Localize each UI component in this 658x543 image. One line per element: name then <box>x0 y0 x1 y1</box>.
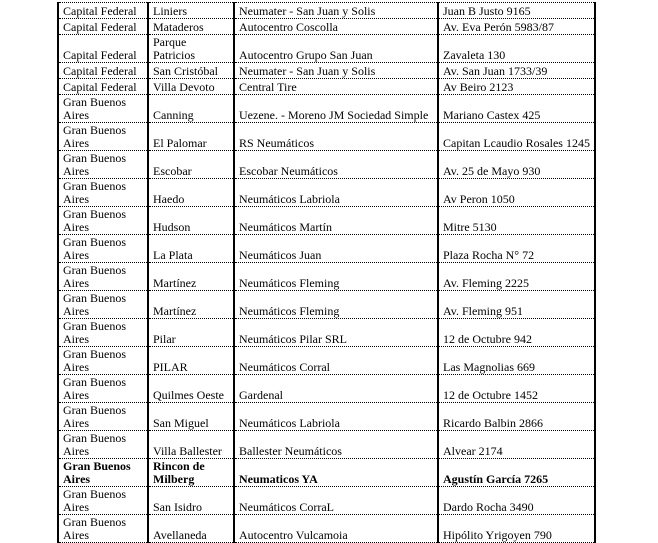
table-row <box>58 63 595 79</box>
cell-locality: Martínez <box>148 291 234 319</box>
cell-business-name: Escobar Neumáticos <box>234 151 438 179</box>
cell-business-name: Autocentro Vulcamoia <box>234 515 438 543</box>
table-row <box>58 19 595 35</box>
table-row <box>58 79 595 95</box>
cell-address: Mitre 5130 <box>438 207 595 235</box>
cell-locality: Parque Patricios <box>148 35 234 63</box>
cell-address: Zavaleta 130 <box>438 35 595 63</box>
table-row <box>58 459 595 487</box>
cell-address: Juan B Justo 9165 <box>438 3 595 19</box>
cell-address: Av Beiro 2123 <box>438 79 595 95</box>
cell-address: Las Magnolias 669 <box>438 347 595 375</box>
table-row <box>58 487 595 515</box>
cell-address: Av Peron 1050 <box>438 179 595 207</box>
cell-locality: Avellaneda <box>148 515 234 543</box>
cell-locality: Canning <box>148 95 234 123</box>
cell-locality: Rincon de Milberg <box>148 459 234 487</box>
cell-business-name: Ballester Neumáticos <box>234 431 438 459</box>
cell-region: Gran Buenos Aires <box>58 319 148 347</box>
cell-address: Capitan Lcaudio Rosales 1245 <box>438 123 595 151</box>
cell-locality: Escobar <box>148 151 234 179</box>
cell-region: Gran Buenos Aires <box>58 403 148 431</box>
cell-locality: Villa Ballester <box>148 431 234 459</box>
cell-region: Gran Buenos Aires <box>58 487 148 515</box>
table-row <box>58 291 595 319</box>
cell-business-name: Neumáticos Labriola <box>234 179 438 207</box>
cell-region: Gran Buenos Aires <box>58 375 148 403</box>
cell-region: Gran Buenos Aires <box>58 207 148 235</box>
table-row <box>58 375 595 403</box>
cell-region: Capital Federal <box>58 3 148 19</box>
cell-locality: Mataderos <box>148 19 234 35</box>
cell-region: Capital Federal <box>58 35 148 63</box>
cell-address: Av. 25 de Mayo 930 <box>438 151 595 179</box>
table-row <box>58 235 595 263</box>
cell-region: Capital Federal <box>58 19 148 35</box>
table-row <box>58 95 595 123</box>
cell-region: Gran Buenos Aires <box>58 291 148 319</box>
table-row <box>58 431 595 459</box>
cell-business-name: Neumaticos YA <box>234 459 438 487</box>
cell-locality: Haedo <box>148 179 234 207</box>
cell-business-name: Gardenal <box>234 375 438 403</box>
cell-locality: San Miguel <box>148 403 234 431</box>
cell-business-name: Neumáticos Pilar SRL <box>234 319 438 347</box>
cell-locality: Martínez <box>148 263 234 291</box>
cell-region: Gran Buenos Aires <box>58 263 148 291</box>
table-row <box>58 35 595 63</box>
cell-region: Gran Buenos Aires <box>58 151 148 179</box>
cell-locality: Villa Devoto <box>148 79 234 95</box>
cell-region: Gran Buenos Aires <box>58 95 148 123</box>
cell-region: Gran Buenos Aires <box>58 515 148 543</box>
cell-business-name: Uezene. - Moreno JM Sociedad Simple <box>234 95 438 123</box>
table-row <box>58 207 595 235</box>
cell-business-name: Neumáticos Fleming <box>234 291 438 319</box>
cell-locality: Hudson <box>148 207 234 235</box>
cell-address: 12 de Octubre 942 <box>438 319 595 347</box>
cell-locality: Pilar <box>148 319 234 347</box>
cell-region: Capital Federal <box>58 63 148 79</box>
table-row <box>58 123 595 151</box>
cell-business-name: Autocentro Grupo San Juan <box>234 35 438 63</box>
cell-address: Hipólito Yrigoyen 790 <box>438 515 595 543</box>
cell-business-name: Neumáticos Juan <box>234 235 438 263</box>
table-row <box>58 151 595 179</box>
cell-address: Plaza Rocha N° 72 <box>438 235 595 263</box>
cell-business-name: Neumater - San Juan y Solis <box>234 63 438 79</box>
cell-address: Mariano Castex 425 <box>438 95 595 123</box>
cell-business-name: Neumáticos Labriola <box>234 403 438 431</box>
cell-locality: Quilmes Oeste <box>148 375 234 403</box>
table-row <box>58 347 595 375</box>
cell-business-name: Neumáticos Martín <box>234 207 438 235</box>
table-row <box>58 179 595 207</box>
cell-locality: El Palomar <box>148 123 234 151</box>
cell-business-name: Neumater - San Juan y Solis <box>234 3 438 19</box>
cell-business-name: Neumáticos CorraL <box>234 487 438 515</box>
cell-locality: Liniers <box>148 3 234 19</box>
table-row <box>58 3 595 19</box>
cell-locality: PILAR <box>148 347 234 375</box>
cell-locality: La Plata <box>148 235 234 263</box>
cell-region: Gran Buenos Aires <box>58 123 148 151</box>
table-row <box>58 515 595 543</box>
cell-region: Gran Buenos Aires <box>58 179 148 207</box>
cell-locality: San Cristóbal <box>148 63 234 79</box>
cell-address: Av. Fleming 951 <box>438 291 595 319</box>
table-row <box>58 319 595 347</box>
cell-business-name: Central Tire <box>234 79 438 95</box>
cell-region: Gran Buenos Aires <box>58 431 148 459</box>
cell-address: Agustín García 7265 <box>438 459 595 487</box>
cell-region: Gran Buenos Aires <box>58 459 148 487</box>
cell-address: Ricardo Balbin 2866 <box>438 403 595 431</box>
cell-region: Gran Buenos Aires <box>58 347 148 375</box>
cell-address: Av. San Juan 1733/39 <box>438 63 595 79</box>
table-row <box>58 403 595 431</box>
cell-region: Gran Buenos Aires <box>58 235 148 263</box>
cell-region: Capital Federal <box>58 79 148 95</box>
cell-business-name: Neumáticos Corral <box>234 347 438 375</box>
cell-address: 12 de Octubre 1452 <box>438 375 595 403</box>
cell-business-name: RS Neumáticos <box>234 123 438 151</box>
cell-locality: San Isidro <box>148 487 234 515</box>
cell-business-name: Autocentro Coscolla <box>234 19 438 35</box>
cell-address: Av. Eva Perón 5983/87 <box>438 19 595 35</box>
table-row <box>58 263 595 291</box>
locations-table <box>57 2 596 543</box>
cell-address: Alvear 2174 <box>438 431 595 459</box>
locations-table-body <box>58 3 595 543</box>
cell-address: Dardo Rocha 3490 <box>438 487 595 515</box>
cell-business-name: Neumáticos Fleming <box>234 263 438 291</box>
cell-address: Av. Fleming 2225 <box>438 263 595 291</box>
